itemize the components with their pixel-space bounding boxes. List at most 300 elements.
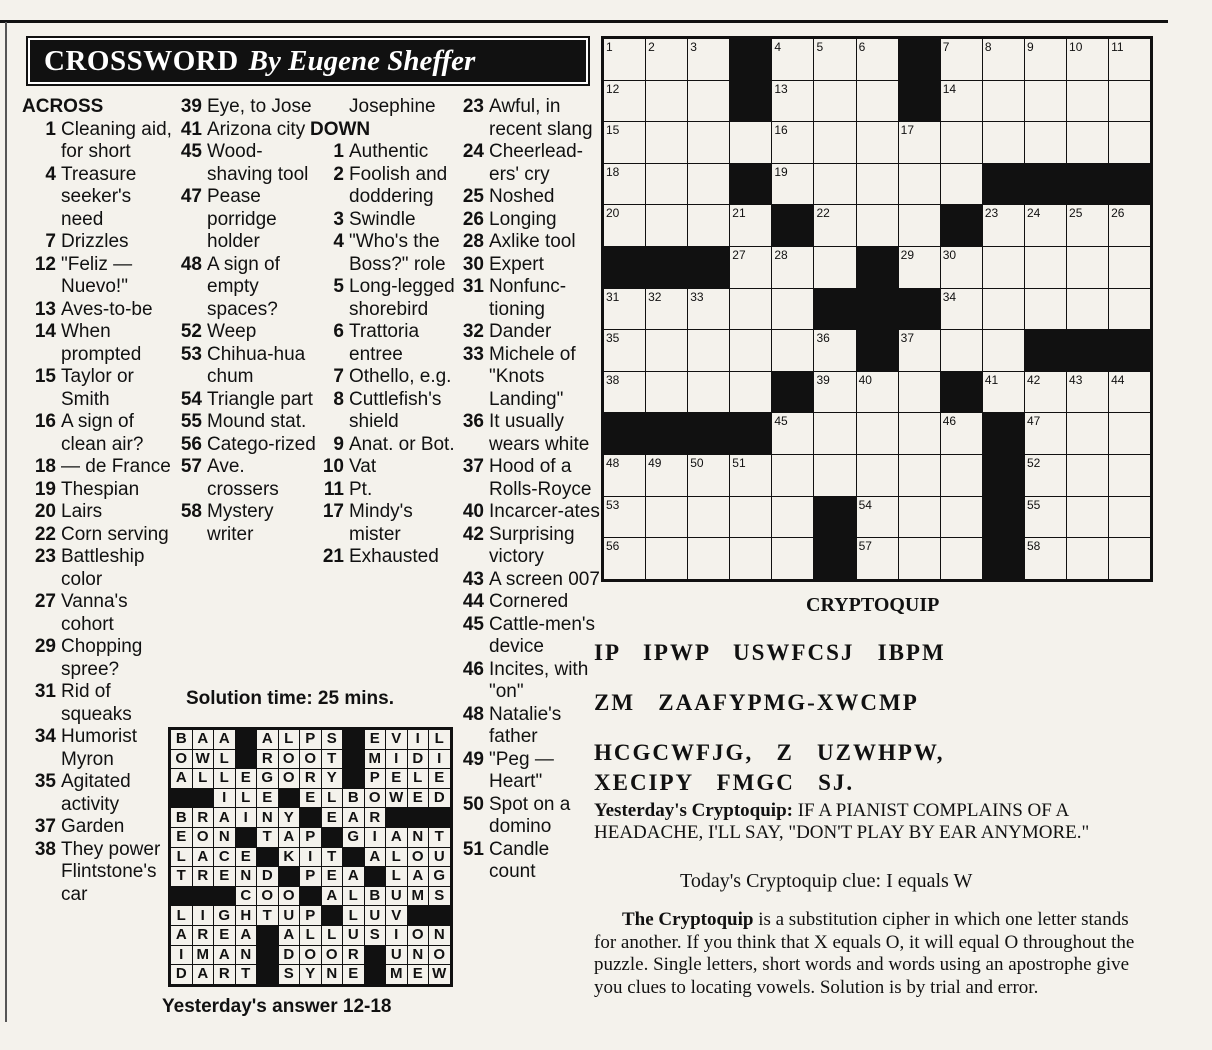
cell-number: 16 [774, 123, 788, 138]
grid-cell [814, 246, 856, 288]
grid-cell [898, 246, 940, 288]
grid-cell [604, 163, 646, 205]
answer-letter: A [171, 925, 193, 945]
clue-text: Garden [61, 816, 125, 837]
grid-cell [1067, 80, 1109, 122]
cell-number: 11 [1111, 40, 1124, 54]
grid-cell [730, 122, 772, 164]
clue-text: Mound stat. [207, 411, 307, 432]
clue-number: 44 [462, 591, 484, 612]
black-square [982, 163, 1024, 205]
clue-item [22, 839, 172, 907]
clue-text: "Peg — Heart" [489, 748, 554, 792]
explanation-label: The Cryptoquip [622, 909, 754, 930]
clue-text: Mindy's mister [349, 501, 413, 545]
grid-cell [940, 122, 982, 164]
answer-letter: I [429, 749, 451, 769]
answer-letter: O [407, 925, 429, 945]
black-square [814, 538, 856, 580]
answer-letter: A [192, 730, 214, 750]
clue-text: Anat. or Bot. [349, 433, 455, 455]
clue-item [310, 389, 460, 434]
cell-number: 22 [816, 206, 830, 221]
answer-letter: E [214, 867, 236, 887]
answer-letter: L [300, 925, 322, 945]
answer-letter: L [235, 788, 257, 808]
cell-number: 25 [1069, 206, 1083, 221]
clue-item [450, 186, 600, 209]
black-square [940, 371, 982, 413]
clue-text: Wood-shaving tool [207, 141, 309, 185]
grid-cell [688, 371, 730, 413]
answer-letter: I [386, 925, 408, 945]
cell-number: 7 [942, 40, 950, 54]
down-heading: DOWN [310, 118, 371, 140]
clue-text: A sign of empty spaces? [207, 253, 280, 320]
clue-number: 30 [462, 253, 484, 275]
black-square [257, 945, 279, 965]
clue-item [310, 141, 460, 164]
clue-number: 13 [34, 298, 56, 320]
answer-letter: G [214, 906, 236, 926]
clue-number: 6 [333, 321, 344, 342]
top-rule [0, 20, 1168, 23]
answer-letter: O [257, 886, 279, 906]
grid-cell [604, 496, 646, 538]
clue-number: 39 [180, 96, 202, 117]
clue-text: A screen 007 [489, 568, 600, 590]
clue-item [450, 659, 600, 704]
clue-number: 20 [34, 501, 56, 522]
grid-cell [1067, 538, 1109, 580]
clue-number: 42 [462, 523, 484, 545]
clue-text: Cornered [489, 591, 569, 612]
clue-text: Longing [489, 208, 557, 230]
answer-letter: Y [278, 808, 300, 828]
answer-letter: E [214, 925, 236, 945]
clue-item [168, 119, 318, 142]
answer-letter: R [192, 867, 214, 887]
grid-cell [646, 288, 688, 330]
answer-letter: P [300, 867, 322, 887]
cell-number: 8 [984, 40, 992, 54]
clue-item [450, 614, 600, 659]
answer-letter: I [364, 827, 386, 847]
clue-column-2 [168, 96, 318, 546]
clue-text: Battleship color [61, 546, 145, 590]
clue-text: Humorist Myron [61, 726, 138, 770]
clue-number: 22 [34, 523, 56, 545]
black-square [1109, 163, 1151, 205]
cell-number: 13 [774, 81, 788, 96]
clue-text: Nonfunc-tioning [489, 276, 567, 320]
clue-item [310, 96, 460, 119]
clue-number: 19 [34, 478, 56, 500]
grid-cell [1024, 80, 1066, 122]
answer-letter: L [278, 730, 300, 750]
cell-number: 24 [1026, 206, 1041, 221]
clue-number: 5 [333, 276, 344, 297]
answer-letter: M [407, 886, 429, 906]
answer-letter: A [192, 965, 214, 985]
answer-letter: I [235, 808, 257, 828]
grid-cell [1067, 288, 1109, 330]
clue-text: Cattle-men's device [489, 613, 596, 657]
grid-cell [856, 80, 898, 122]
black-square [235, 749, 257, 769]
answer-letter: B [171, 808, 193, 828]
clue-text: "Who's the Boss?" role [349, 231, 446, 275]
title-main: CROSSWORD [44, 44, 239, 77]
answer-letter: O [278, 749, 300, 769]
grid-cell [898, 496, 940, 538]
clue-item [450, 456, 600, 501]
clue-number: 52 [180, 321, 202, 342]
answer-letter: U [364, 906, 386, 926]
grid-cell [814, 39, 856, 81]
clue-text: Foolish and doddering [349, 163, 448, 207]
grid-cell [1109, 80, 1151, 122]
black-square [278, 867, 300, 887]
clue-text: Thespian [61, 478, 140, 500]
clue-number: 37 [34, 816, 56, 837]
clue-number: 49 [462, 748, 484, 770]
grid-cell [772, 122, 814, 164]
answer-letter: B [343, 788, 365, 808]
answer-letter: V [386, 730, 408, 750]
clue-text: Josephine [349, 96, 436, 117]
clue-number: 9 [333, 433, 344, 455]
grid-cell [1067, 496, 1109, 538]
grid-cell [772, 163, 814, 205]
cell-number: 31 [606, 289, 620, 304]
answer-letter: A [214, 730, 236, 750]
black-square [214, 886, 236, 906]
answer-letter: E [364, 730, 386, 750]
answer-letter: M [364, 749, 386, 769]
clue-number: 43 [462, 568, 484, 590]
clue-number: 35 [34, 771, 56, 792]
black-square [1067, 163, 1109, 205]
answer-letter: L [386, 847, 408, 867]
grid-cell [940, 496, 982, 538]
clue-number: 18 [34, 456, 56, 477]
clue-text: A sign of clean air? [61, 411, 144, 455]
clue-item [450, 254, 600, 277]
cell-number: 2 [648, 40, 655, 54]
cell-number: 12 [606, 81, 620, 96]
grid-cell [1067, 413, 1109, 455]
grid-cell [856, 413, 898, 455]
clue-number: 58 [180, 501, 202, 522]
grid-cell [982, 246, 1024, 288]
grid-cell [940, 288, 982, 330]
clue-item [22, 321, 172, 366]
clue-number: 40 [462, 501, 484, 522]
answer-letter: O [278, 769, 300, 789]
clue-text: Othello, e.g. [349, 366, 452, 387]
clue-column-4 [450, 96, 600, 884]
black-square [772, 371, 814, 413]
clue-text: Taylor or Smith [61, 366, 134, 410]
answer-letter: O [300, 945, 322, 965]
grid-cell [898, 163, 940, 205]
clue-number: 21 [322, 546, 344, 567]
cell-number: 28 [774, 247, 788, 262]
clue-item [310, 501, 460, 546]
answer-letter: G [429, 867, 451, 887]
grid-cell [856, 496, 898, 538]
clue-number: 31 [462, 276, 484, 297]
answer-letter: E [321, 808, 343, 828]
grid-cell [730, 205, 772, 247]
clue-text: Ave. crossers [207, 456, 279, 500]
clue-item [450, 411, 600, 456]
black-square [646, 413, 688, 455]
clue-text: Triangle part [207, 388, 313, 410]
clue-number: 38 [34, 838, 56, 860]
answer-letter: R [364, 808, 386, 828]
answer-letter: R [192, 925, 214, 945]
grid-cell [814, 205, 856, 247]
clue-number: 45 [462, 613, 484, 635]
answer-letter: A [407, 867, 429, 887]
clue-text: — de France [61, 456, 171, 477]
clue-text: Expert [489, 253, 544, 275]
clue-number: 31 [34, 681, 56, 702]
grid-cell [814, 122, 856, 164]
answer-letter: A [278, 925, 300, 945]
answer-letter: L [214, 769, 236, 789]
grid-cell [856, 39, 898, 81]
grid-cell [1067, 246, 1109, 288]
clue-text: Candle count [489, 838, 550, 882]
answer-letter: A [192, 847, 214, 867]
clue-text: Swindle [349, 208, 416, 230]
grid-cell [688, 80, 730, 122]
clue-text: Mystery writer [207, 501, 274, 545]
grid-cell [982, 371, 1024, 413]
cryptoquip-explanation [594, 909, 1150, 999]
crossword-grid [601, 36, 1153, 582]
black-square [688, 246, 730, 288]
grid-cell [604, 80, 646, 122]
grid-cell [772, 538, 814, 580]
cell-number: 27 [732, 247, 746, 262]
grid-cell [688, 163, 730, 205]
clue-item [450, 141, 600, 186]
answer-letter: S [321, 730, 343, 750]
cell-number: 57 [858, 539, 872, 554]
black-square [235, 730, 257, 750]
answer-letter: E [235, 847, 257, 867]
cell-number: 47 [1026, 414, 1041, 429]
clue-text: Cheerlead-ers' cry [489, 141, 583, 185]
answer-letter: N [407, 945, 429, 965]
answer-letter: A [171, 769, 193, 789]
clue-number: 32 [462, 321, 484, 342]
clue-number: 24 [462, 141, 484, 162]
grid-cell [982, 122, 1024, 164]
clue-item [22, 816, 172, 839]
answer-letter: E [429, 769, 451, 789]
answer-letter: L [321, 925, 343, 945]
grid-cell [1024, 538, 1066, 580]
grid-cell [1067, 371, 1109, 413]
clue-number: 55 [180, 411, 202, 432]
black-square [982, 413, 1024, 455]
clue-number: 27 [34, 591, 56, 612]
clue-number: 26 [462, 208, 484, 230]
clue-item [22, 524, 172, 547]
answer-letter: I [386, 749, 408, 769]
cell-number: 4 [774, 40, 782, 54]
grid-cell [814, 454, 856, 496]
black-square [814, 496, 856, 538]
answer-letter: U [386, 945, 408, 965]
black-square [898, 80, 940, 122]
grid-cell [646, 163, 688, 205]
black-square [730, 39, 772, 81]
black-square [604, 246, 646, 288]
cell-number: 55 [1026, 497, 1041, 512]
clue-item [168, 96, 318, 119]
grid-cell [646, 39, 688, 81]
grid-cell [940, 330, 982, 372]
grid-cell [646, 454, 688, 496]
black-square [730, 80, 772, 122]
grid-cell [1109, 246, 1151, 288]
cryptoquip-title: CRYPTOQUIP [806, 594, 940, 616]
answer-letter: T [171, 867, 193, 887]
answer-letter: N [235, 867, 257, 887]
answer-letter: A [214, 808, 236, 828]
crossword-title [28, 38, 588, 84]
clue-number: 36 [462, 411, 484, 432]
clue-item [310, 479, 460, 502]
black-square [364, 867, 386, 887]
grid-cell [604, 538, 646, 580]
grid-cell [688, 454, 730, 496]
black-square [856, 288, 898, 330]
clue-number: 4 [45, 163, 56, 185]
grid-cell [730, 246, 772, 288]
grid-cell [1024, 122, 1066, 164]
grid-cell [1024, 39, 1066, 81]
answer-letter: P [300, 906, 322, 926]
grid-cell [898, 538, 940, 580]
clue-text: Spot on a domino [489, 793, 571, 837]
clue-number: 1 [333, 141, 344, 162]
grid-cell [688, 538, 730, 580]
clue-text: Eye, to Jose [207, 96, 312, 117]
cell-number: 37 [900, 331, 915, 346]
clue-number: 34 [34, 726, 56, 747]
black-square [364, 945, 386, 965]
grid-cell [856, 371, 898, 413]
answer-letter: T [257, 906, 279, 926]
clue-number: 48 [180, 253, 202, 275]
answer-letter: D [171, 965, 193, 985]
cell-number: 10 [1069, 40, 1083, 54]
grid-cell [646, 122, 688, 164]
cell-number: 34 [942, 289, 957, 304]
clue-text: Arizona city [207, 118, 306, 140]
black-square [364, 965, 386, 985]
grid-cell [730, 538, 772, 580]
clue-number: 12 [34, 253, 56, 275]
cell-number: 5 [816, 40, 824, 54]
clue-number: 28 [462, 231, 484, 252]
answer-letter: E [407, 965, 429, 985]
grid-cell [940, 246, 982, 288]
answer-letter: N [257, 808, 279, 828]
clue-number: 10 [322, 456, 344, 477]
clue-item [22, 231, 172, 254]
grid-cell [772, 39, 814, 81]
cell-number: 41 [984, 372, 999, 387]
answer-letter: W [192, 749, 214, 769]
clue-item [450, 321, 600, 344]
answer-letter: Y [321, 769, 343, 789]
answer-letter: O [407, 847, 429, 867]
black-square [1067, 330, 1109, 372]
black-square [343, 730, 365, 750]
black-square [278, 788, 300, 808]
black-square [257, 847, 279, 867]
black-square [982, 496, 1024, 538]
answer-letter: O [300, 749, 322, 769]
cell-number: 32 [648, 289, 662, 304]
answer-letter: A [364, 847, 386, 867]
clue-text: Noshed [489, 186, 555, 207]
clue-item [450, 209, 600, 232]
answer-letter: I [300, 847, 322, 867]
answer-letter: A [257, 730, 279, 750]
answer-letter: G [257, 769, 279, 789]
clue-number: 53 [180, 343, 202, 365]
cell-number: 29 [900, 247, 915, 262]
grid-cell [982, 80, 1024, 122]
cell-number: 48 [606, 455, 620, 470]
solution-time: Solution time: 25 mins. [186, 688, 394, 709]
clue-item [22, 299, 172, 322]
grid-cell [604, 39, 646, 81]
answer-letter: S [429, 886, 451, 906]
answer-letter: O [321, 945, 343, 965]
clue-text: "Feliz — Nuevo!" [61, 253, 133, 297]
answer-letter: A [343, 867, 365, 887]
black-square [235, 827, 257, 847]
answer-letter: R [214, 965, 236, 985]
grid-cell [982, 205, 1024, 247]
grid-cell [730, 288, 772, 330]
clue-item [168, 344, 318, 389]
grid-cell [730, 496, 772, 538]
answer-letter: L [321, 788, 343, 808]
clue-item [168, 456, 318, 501]
grid-cell [772, 288, 814, 330]
clue-item [450, 344, 600, 412]
grid-cell [1024, 496, 1066, 538]
answer-letter: I [214, 788, 236, 808]
answer-letter: E [407, 788, 429, 808]
clue-item [310, 456, 460, 479]
clue-item [22, 411, 172, 456]
cell-number: 43 [1069, 372, 1083, 387]
clue-item [450, 749, 600, 794]
clue-item [450, 839, 600, 884]
